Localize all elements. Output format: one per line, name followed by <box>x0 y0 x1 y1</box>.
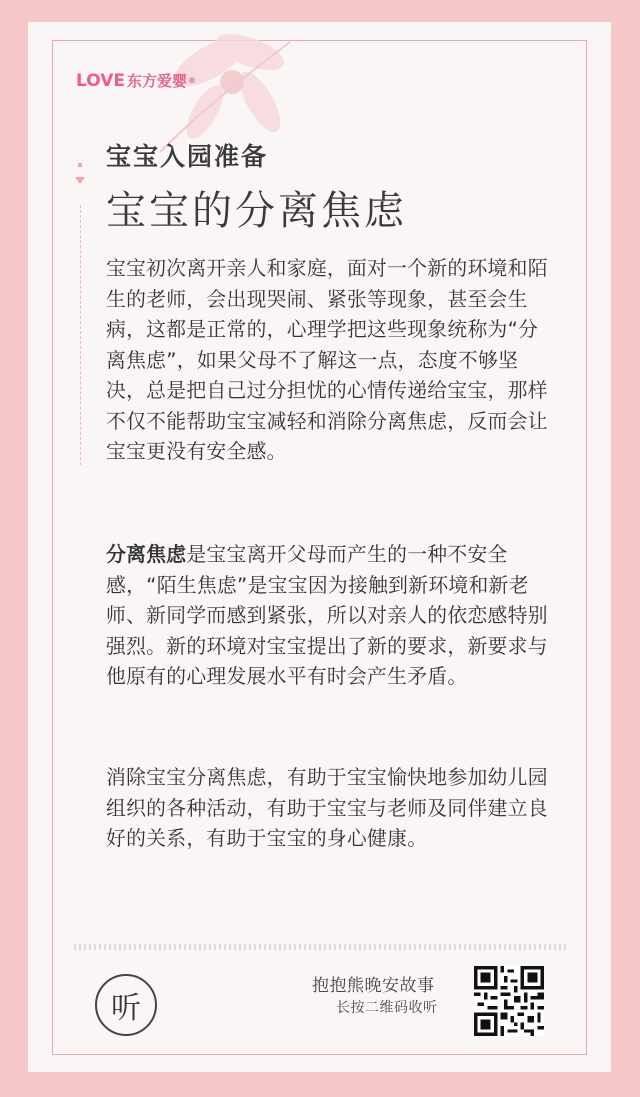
brand-logo <box>76 70 196 91</box>
logo-registered-mark: ® <box>188 76 197 85</box>
listen-button[interactable] <box>95 974 157 1036</box>
story-title: 抱抱熊晚安故事 <box>312 976 435 996</box>
qr-code-icon[interactable] <box>474 966 544 1036</box>
paragraph-definition <box>106 540 554 693</box>
page-subtitle: 宝宝入园准备 <box>106 142 269 171</box>
decorative-dashed-line <box>80 205 81 465</box>
paragraph-intro: 宝宝初次离开亲人和家庭，面对一个新的环境和陌生的老师，会出现哭闹、紧张等现象，甚至会生病，这都是正常的，心理学把这些现象统称为“分离焦虑”，如果父母不了解这一点，态度不够坚决，总是把自己过分担忧的心情传递给宝宝，那样不仅不能帮助宝宝减轻和消除分离焦虑，反而会让宝宝更没有安全感。 <box>106 257 548 463</box>
paragraph-definition-text: 是宝宝离开父母而产生的一种不安全感，“陌生焦虑”是宝宝因为接触到新环境和新老师、新同学而感到紧张，所以对亲人的依恋感特别强烈。新的环境对宝宝提出了新的要求，新要求与他原有的心理发展水平有时会产生矛盾。 <box>106 543 548 688</box>
paragraph-definition-term: 分离焦虑 <box>106 543 187 566</box>
page-title: 宝宝的分离焦虑 <box>106 188 407 234</box>
footer-divider <box>74 944 568 950</box>
listen-label: 听 <box>111 991 141 1026</box>
logo-love-text: LOVE <box>76 70 125 91</box>
logo-brand-text: 东方爱婴 <box>127 72 188 90</box>
decorative-marker <box>75 163 85 184</box>
paragraph-benefits: 消除宝宝分离焦虑，有助于宝宝愉快地参加幼儿园组织的各种活动，有助于宝宝与老师及同伴建立良好的关系，有助于宝宝的身心健康。 <box>106 766 548 850</box>
story-hint: 长按二维码收听 <box>336 1000 438 1016</box>
